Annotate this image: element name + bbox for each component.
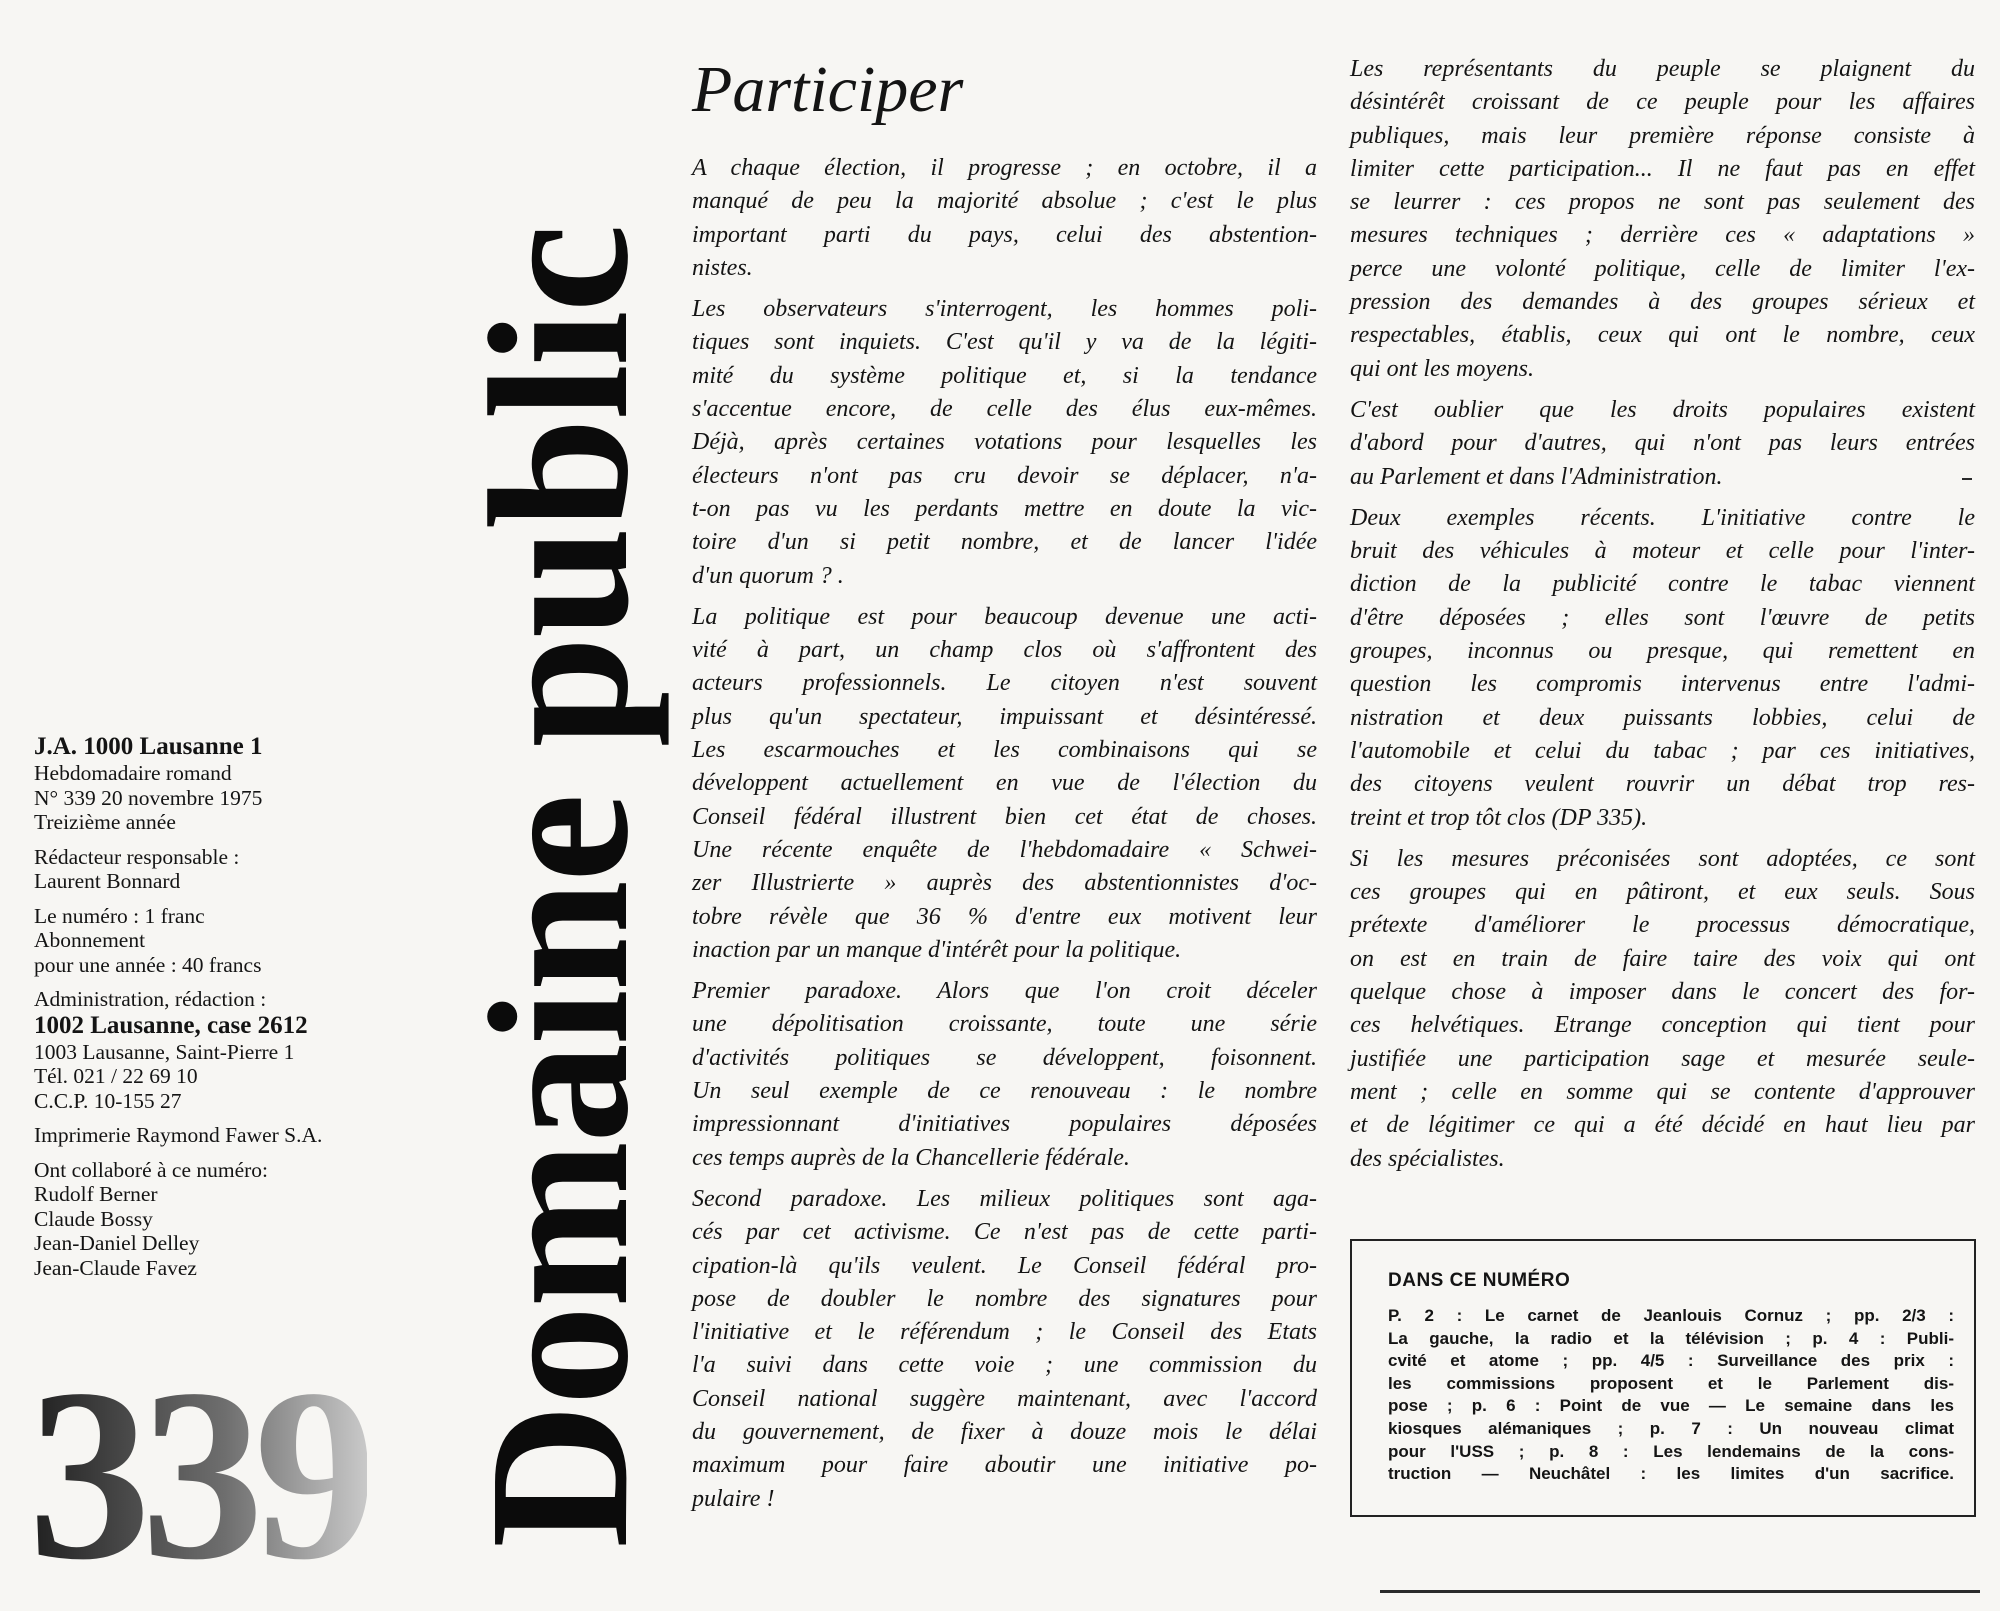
article-line: d'être déposées ; elles sont l'œuvre de petits [1350,604,1975,631]
masthead-block [34,904,434,978]
contents-line: P. 2 : Le carnet de Jeanlouis Cornuz ; pp. 2/3 : [1388,1306,1954,1325]
article-line: quelque chose à imposer dans le concert des for- [1350,979,1975,1006]
article-line: des spécialistes. [1350,1145,1505,1172]
article-line: tiques sont inquiets. C'est qu'il y va de la légiti- [692,329,1317,356]
article-line: s'accentue encore, de celle des élus eux-mêmes. [692,396,1317,423]
article-line: treint et trop tôt clos (DP 335). [1350,804,1648,831]
article-line: Déjà, après certaines votations pour lesquelles les [692,429,1317,456]
article-line: La politique est pour beaucoup devenue une acti- [692,603,1317,630]
article-line: pulaire ! [692,1485,775,1512]
article-paragraph [692,152,1317,285]
article-line: des citoyens veulent rouvrir un débat trop res- [1350,771,1975,798]
masthead-line: Imprimerie Raymond Fawer S.A. [34,1123,323,1147]
masthead-line: 1003 Lausanne, Saint-Pierre 1 [34,1039,295,1064]
masthead-line: Tél. 021 / 22 69 10 [34,1064,198,1088]
article-paragraph [1350,394,1975,494]
article-line: Les escarmouches et les combinaisons qui se [692,737,1317,764]
masthead-line: Jean-Claude Favez [34,1255,197,1280]
masthead-line: Le numéro : 1 franc [34,903,205,928]
bottom-rule [1380,1590,1980,1593]
article-paragraph [1350,502,1975,835]
contents-line: cvité et atome ; pp. 4/5 : Surveillance des prix : [1388,1351,1954,1371]
article-line: l'initiative et le référendum ; le Conseil des Etats [692,1319,1317,1346]
article-line: on est en train de faire taire des voix qui ont [1350,945,1975,972]
masthead-line: Rudolf Berner [34,1182,158,1206]
masthead-line: C.C.P. 10-155 27 [34,1088,182,1113]
article-line: se leurrer : ces propos ne sont pas seulement des [1350,189,1975,216]
article-line: acteurs professionnels. Le citoyen n'est souvent [692,670,1317,697]
article-line: Les observateurs s'interrogent, les hommes poli- [692,296,1317,323]
article-column-1 [692,152,1317,1524]
article-line: d'activités politiques se développent, foisonnent. [692,1044,1317,1071]
contents-text [1388,1305,1954,1486]
article-line: A chaque élection, il progresse ; en octobre, il a [692,155,1317,181]
article-line: Une récente enquête de l'hebdomadaire « Schwei- [692,836,1317,863]
contents-line: kiosques alémaniques ; p. 7 : Un nouveau climat [1388,1418,1954,1438]
article-line: Les représentants du peuple se plaignent du [1350,56,1975,82]
article-line: maximum pour faire aboutir une initiative po- [692,1452,1317,1479]
contents-line: truction — Neuchâtel : les limites d'un sacrifice. [1388,1464,1954,1484]
article-line: qui ont les moyens. [1350,355,1534,382]
contents-heading: DANS CE NUMÉRO [1388,1270,1571,1291]
article-line: impressionnant d'initiatives populaires déposées [692,1111,1317,1138]
masthead-block [34,733,434,835]
masthead-line: Treizième année [34,810,176,834]
article-line: mité du système politique et, si la tendance [692,362,1317,389]
article-line: ces helvétiques. Etrange conception qui tient pour [1350,1012,1975,1039]
article-line: respectables, établis, ceux qui ont le nombre, ceux [1350,322,1975,349]
masthead-block [34,845,434,894]
masthead-line: Rédacteur responsable : [34,844,240,869]
article-line: nistes. [692,254,753,281]
contents-line: pose ; p. 6 : Point de vue — Le semaine dans les [1388,1396,1954,1416]
article-line: du gouvernement, de fixer à douze mois le délai [692,1418,1317,1445]
issue-number: 339 [28,1339,367,1611]
article-paragraph [692,601,1317,967]
masthead-line: N° 339 20 novembre 1975 [34,785,263,810]
contents-box [1350,1239,1976,1517]
masthead-line: Laurent Bonnard [34,869,181,893]
article-line: Second paradoxe. Les milieux politiques sont aga- [692,1185,1317,1212]
article-line: cés par cet activisme. Ce n'est pas de cette parti- [692,1219,1317,1246]
article-line: t-on pas vu les perdants mettre en doute la vic- [692,495,1317,522]
article-line: mesures techniques ; derrière ces « adaptations » [1350,222,1975,249]
article-line: diction de la publicité contre le tabac viennent [1350,571,1975,598]
article-column-2 [1350,53,1975,1184]
article-line: développent actuellement en vue de l'élection du [692,770,1317,797]
article-heading: Participer [692,53,964,126]
article-line: pose de doubler le nombre des signatures pour [692,1285,1317,1312]
article-paragraph [1350,53,1975,386]
article-line: cipation-là qu'ils veulent. Le Conseil fédéral pro- [692,1252,1317,1279]
vertical-title-wrapper [440,128,680,1548]
article-line: d'un quorum ? . [692,562,844,589]
article-line: et de légitimer ce qui a été décidé en haut lieu par [1350,1112,1975,1139]
article-line: l'a suivi dans cette voie ; une commission du [692,1352,1317,1379]
contents-line: pour l'USS ; p. 8 : Les lendemains de la cons- [1388,1441,1954,1461]
publication-title: Domaine public [449,225,670,1548]
masthead-block [34,1123,434,1148]
article-line: plus qu'un spectateur, impuissant et désintéressé. [692,703,1317,730]
masthead-line: pour une année : 40 francs [34,952,262,977]
article-paragraph [692,1183,1317,1516]
article-line: groupes, inconnus ou presque, qui remettent en [1350,638,1975,665]
article-line: ment ; celle en somme qui se contente d'approuver [1350,1078,1975,1105]
article-line: toire d'un si petit nombre, et de lancer l'idée [692,529,1317,556]
article-line: Conseil fédéral illustrent bien cet état de choses. [692,803,1317,830]
article-line: perce une volonté politique, celle de limiter l'ex- [1350,255,1975,282]
article-line: inaction par un manque d'intérêt pour la politique. [692,936,1182,963]
article-line: au Parlement et dans l'Administration. [1350,463,1723,490]
article-line: désintérêt croissant de ce peuple pour les affaires [1350,89,1975,116]
corner-mark [1962,478,1972,480]
masthead-line: Ont collaboré à ce numéro: [34,1157,269,1182]
article-line: tobre révèle que 36 % d'entre eux motivent leur [692,903,1317,930]
article-line: Premier paradoxe. Alors que l'on croit déceler [692,978,1317,1005]
masthead-line: Claude Bossy [34,1206,153,1231]
article-line: d'abord pour d'autres, qui n'ont pas leurs entrées [1350,430,1975,457]
article-line: C'est oublier que les droits populaires existent [1350,396,1975,423]
article-line: Conseil national suggère maintenant, avec l'accord [692,1385,1317,1412]
contents-line: La gauche, la radio et la télévision ; p. 4 : Publi- [1388,1328,1954,1348]
article-line: manqué de peu la majorité absolue ; c'est le plus [692,188,1317,215]
article-line: Deux exemples récents. L'initiative contre le [1350,504,1975,531]
article-paragraph [692,975,1317,1175]
article-paragraph [692,293,1317,593]
article-line: question les compromis intervenus entre l'admi- [1350,671,1975,698]
masthead-block [34,1158,434,1281]
article-line: zer Illustrierte » auprès des abstentionnistes d'oc- [692,870,1317,897]
article-line: une dépolitisation croissante, toute une série [692,1011,1317,1038]
article-line: pression des demandes à des groupes sérieux et [1350,289,1975,316]
article-line: électeurs n'ont pas cru devoir se déplacer, n'a- [692,462,1317,489]
contents-line: les commissions proposent et le Parlement dis- [1388,1373,1954,1393]
masthead-line: 1002 Lausanne, case 2612 [34,1011,308,1039]
article-line: l'automobile et celui du tabac ; par ces initiatives, [1350,737,1975,764]
masthead-line: Abonnement [34,928,146,952]
article-line: Un seul exemple de ce renouveau : le nombre [692,1078,1317,1105]
article-line: vité à part, un champ clos où s'affrontent des [692,637,1317,664]
masthead-line: Hebdomadaire romand [34,761,232,785]
article-line: bruit des véhicules à moteur et celle pour l'inter- [1350,538,1975,565]
masthead-block [34,987,434,1113]
masthead-line: Jean-Daniel Delley [34,1231,200,1255]
article-line: ces temps auprès de la Chancellerie fédérale. [692,1144,1130,1171]
article-line: ces groupes qui en pâtiront, et eux seuls. Sous [1350,879,1975,906]
article-line: nistration et deux puissants lobbies, celui de [1350,704,1975,731]
article-line: publiques, mais leur première réponse consiste à [1350,122,1975,149]
article-line: justifiée une participation sage et mesurée seule- [1350,1045,1975,1072]
article-paragraph [1350,843,1975,1176]
article-line: Si les mesures préconisées sont adoptées, ce sont [1350,845,1975,872]
article-line: prétexte d'améliorer le processus démocratique, [1350,912,1975,939]
masthead-line: J.A. 1000 Lausanne 1 [34,733,263,760]
article-line: important parti du pays, celui des abstention- [692,221,1317,248]
masthead-line: Administration, rédaction : [34,987,267,1011]
article-line: limiter cette participation... Il ne faut pas en effet [1350,155,1975,182]
masthead-info [34,733,434,1290]
